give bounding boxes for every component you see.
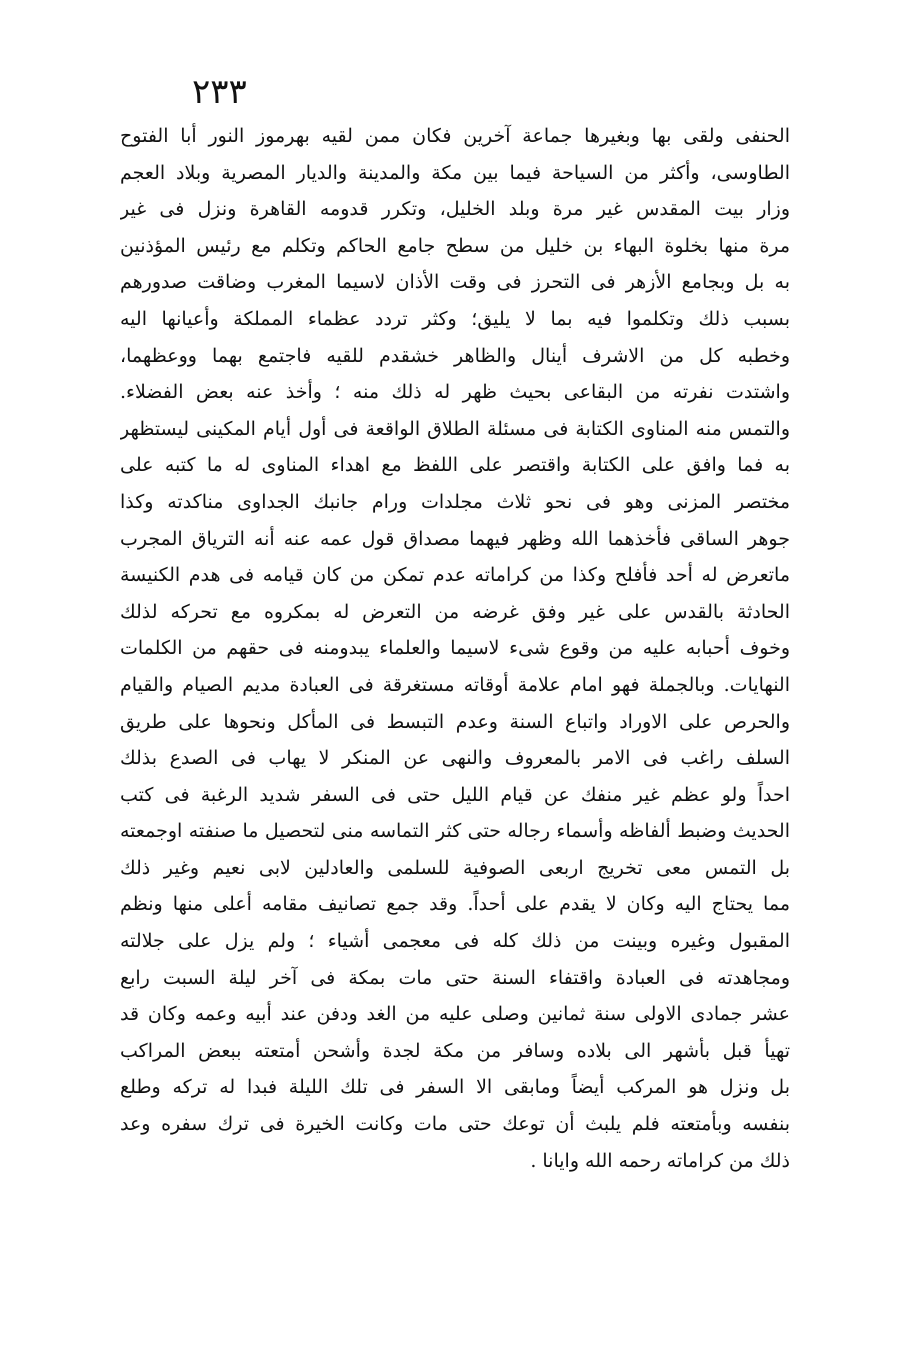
text-line: والحرص على الاوراد واتباع السنة وعدم التبسط فى المأكل ونحوها على طريق (120, 710, 790, 733)
text-line: بنفسه وبأمتعته فلم يلبث أن توعك حتى مات وكانت الخيرة فى ترك سفره وعد (120, 1113, 790, 1136)
text-line: ومجاهدته فى العبادة واقتفاء السنة حتى مات بمكة فى آخر ليلة السبت رابع (120, 966, 790, 989)
text-line: وخوف أحبابه عليه من وقوع شىء لاسيما والعلماء يبدومنه فى حقهم من الكلمات (120, 637, 790, 660)
body-text (120, 118, 790, 1179)
text-line: مما يحتاج اليه وكان لا يقدم على أحداً. وقد جمع تصانيف مقامه أعلى منها ونظم (120, 893, 790, 916)
text-line: بل ونزل هو المركب أيضاً ومابقى الا السفر فى تلك الليلة فبدا له تركه وطلع (120, 1076, 790, 1099)
text-line: جوهر الساقى فأخذهما الله وظهر فيهما مصداق قول عمه عنه أنه الترياق المجرب (120, 527, 790, 550)
text-line: النهايات. وبالجملة فهو امام علامة أوقاته مستغرقة فى العبادة مديم الصيام والقيام (120, 673, 790, 696)
text-line: عشر جمادى الاولى سنة ثمانين وصلى عليه من الغد ودفن عند أبيه وعمه وكان قد (120, 1003, 790, 1026)
text-line: واشتدت نفرته من البقاعى بحيث ظهر له ذلك منه ؛ وأخذ عنه بعض الفضلاء. (120, 381, 790, 404)
text-line: وخطبه كل من الاشرف أينال والظاهر خشقدم للقيه فاجتمع بهما ووعظهما، (120, 344, 790, 367)
text-line: مرة منها بخلوة البهاء بن خليل من سطح جامع الحاكم وتكلم مع رئيس المؤذنين (120, 234, 790, 257)
text-line: الحادثة بالقدس على غير وفق غرضه من التعرض له بمكروه مع تحركه لذلك (120, 600, 790, 623)
text-line: الطاوسى، وأكثر من السياحة فيما بين مكة والمدينة والديار المصرية وبلاد العجم (120, 161, 790, 184)
text-line: وزار بيت المقدس غير مرة وبلد الخليل، وتكرر قدومه القاهرة ونزل فى غير (120, 198, 790, 221)
text-line: تهيأ قبل بأشهر الى بلاده وسافر من مكة لجدة وأشحن أمتعته ببعض المراكب (120, 1039, 790, 1062)
text-line: مختصر المزنى وهو فى نحو ثلاث مجلدات ورام جانبك الجداوى مناكدته وكذا (120, 490, 790, 513)
text-line: السلف راغب فى الامر بالمعروف والنهى عن المنكر لا يهاب فى الصدع بذلك (120, 747, 790, 770)
text-line: المقبول وغيره وبينت من ذلك كله فى معجمى أشياء ؛ ولم يزل على جلالته (120, 930, 790, 953)
text-line: به بل وبجامع الأزهر فى التحرز فى وقت الأذان لاسيما المغرب وضاقت صدورهم (120, 271, 790, 294)
text-line: الحديث وضبط ألفاظه وأسماء رجاله حتى كثر التماسه منى لتحصيل ما صنفته اوجمعته (120, 820, 790, 843)
text-line: احداً ولو عظم غير منفك عن قيام الليل حتى فى السفر شديد الرغبة فى كتب (120, 783, 790, 806)
text-line: بسبب ذلك وتكلموا فيه بما لا يليق؛ وكثر تردد عظماء المملكة وأعيانها اليه (120, 307, 790, 330)
page-number: ٢٣٣ (192, 72, 247, 112)
text-line: به فما وافق على الكتابة واقتصر على اللفظ مع اهداء المناوى له ما كتبه على (120, 454, 790, 477)
text-line: ذلك من كراماته رحمه الله وايانا . (530, 1149, 790, 1172)
text-line: ماتعرض له أحد فأفلح وكذا من كراماته عدم تمكن من كان قيامه فى هدم الكنيسة (120, 564, 790, 587)
text-line: الحنفى ولقى بها وبغيرها جماعة آخرين فكان ممن لقيه بهرموز النور أبا الفتوح (120, 125, 790, 147)
text-line: والتمس منه المناوى الكتابة فى مسئلة الطلاق الواقعة فى أول أيام المكينى ليستظهر (120, 417, 790, 440)
text-line: بل التمس معى تخريج اربعى الصوفية للسلمى والعادلين لابى نعيم وغير ذلك (120, 856, 790, 879)
